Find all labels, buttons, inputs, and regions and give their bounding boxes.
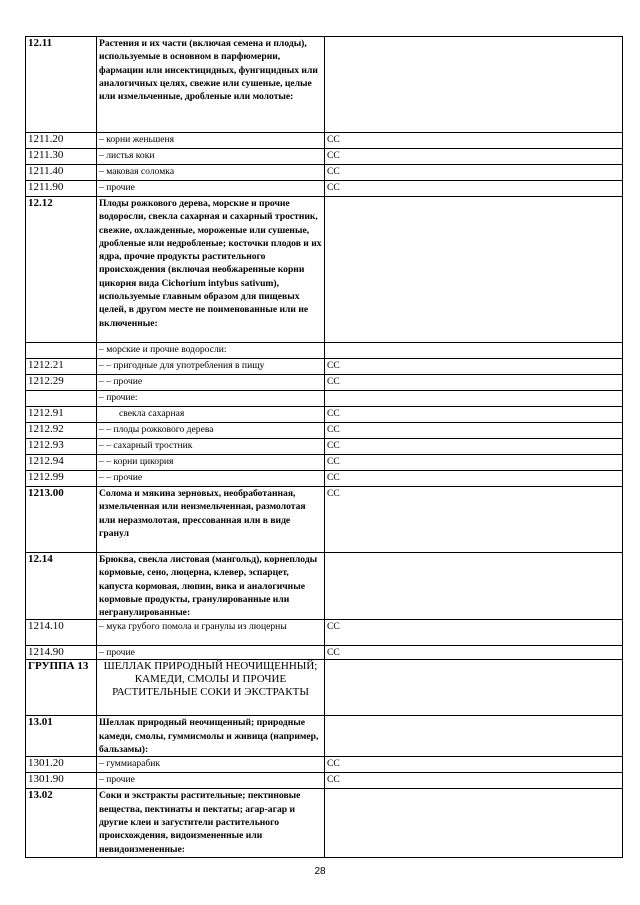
requirement-cell: СС (325, 423, 623, 439)
code-cell: 1213.00 (26, 487, 97, 553)
requirement-cell: СС (325, 620, 623, 646)
description-cell: Плоды рожкового дерева, морские и прочие водоросли, свекла сахарная и сахарный тростник, свежие, охлажденные, мороженые или сушеные, дробленые или недробленые; косточки плодов и их ядра, прочие продукты растительного происхождения (включая необжаренные корни цикория вида Cichorium intybus sativum), используемые главным образом для пищевых целей, в другом месте не поименованные или не включенные: (97, 197, 325, 343)
group-header-row (26, 660, 623, 716)
description-cell: свекла сахарная (97, 407, 325, 423)
description-cell: – – сахарный тростник (97, 439, 325, 455)
code-cell: 12.12 (26, 197, 97, 343)
requirement-cell: СС (325, 133, 623, 149)
code-cell: 1212.92 (26, 423, 97, 439)
code-cell: 1211.40 (26, 165, 97, 181)
table-row (26, 165, 623, 181)
code-cell: 1212.94 (26, 455, 97, 471)
requirement-cell (325, 789, 623, 858)
requirement-cell (325, 37, 623, 133)
requirement-cell: СС (325, 375, 623, 391)
description-cell: – – плоды рожкового дерева (97, 423, 325, 439)
table-row (26, 455, 623, 471)
description-cell: – – прочие (97, 471, 325, 487)
requirement-cell: СС (325, 773, 623, 789)
table-row (26, 359, 623, 375)
requirement-cell: СС (325, 455, 623, 471)
requirement-cell: СС (325, 149, 623, 165)
description-cell: Шеллак природный неочищенный; природные камеди, смолы, гуммисмолы и живица (например, бальзамы): (97, 716, 325, 757)
description-cell: ШЕЛЛАК ПРИРОДНЫЙ НЕОЧИЩЕННЫЙ; КАМЕДИ, СМОЛЫ И ПРОЧИЕ РАСТИТЕЛЬНЫЕ СОКИ И ЭКСТРАКТЫ (97, 660, 325, 716)
code-cell: 1214.10 (26, 620, 97, 646)
heading-row (26, 716, 623, 757)
requirement-cell: СС (325, 359, 623, 375)
code-cell: 1211.20 (26, 133, 97, 149)
table-row (26, 133, 623, 149)
description-cell: – гуммиарабик (97, 757, 325, 773)
requirement-cell (325, 553, 623, 620)
description-cell: – прочие (97, 181, 325, 197)
heading-row (26, 197, 623, 343)
description-cell: – – пригодные для употребления в пищу (97, 359, 325, 375)
code-cell: 13.02 (26, 789, 97, 858)
description-cell: – маковая соломка (97, 165, 325, 181)
requirement-cell (325, 197, 623, 343)
requirement-cell: СС (325, 165, 623, 181)
table-row (26, 343, 623, 359)
requirement-cell: СС (325, 407, 623, 423)
requirement-cell (325, 343, 623, 359)
description-cell: – прочие: (97, 391, 325, 407)
code-cell: 1212.91 (26, 407, 97, 423)
heading-row (26, 553, 623, 620)
description-cell: Брюква, свекла листовая (мангольд), корнеплоды кормовые, сено, люцерна, клевер, эспарцет, капуста кормовая, люпин, вика и аналогичные кормовые продукты, гранулированные или негранулированные: (97, 553, 325, 620)
code-cell: 1301.20 (26, 757, 97, 773)
table-row (26, 620, 623, 646)
description-cell: – прочие (97, 646, 325, 660)
table-row (26, 181, 623, 197)
table-row (26, 407, 623, 423)
description-cell: – – корни цикория (97, 455, 325, 471)
description-cell: – прочие (97, 773, 325, 789)
requirement-cell: СС (325, 487, 623, 553)
requirement-cell (325, 660, 623, 716)
table-row (26, 757, 623, 773)
code-cell: 1212.99 (26, 471, 97, 487)
description-cell: – – прочие (97, 375, 325, 391)
page-number: 28 (314, 866, 326, 877)
requirement-cell: СС (325, 646, 623, 660)
requirement-cell: СС (325, 439, 623, 455)
table-row (26, 646, 623, 660)
table-row (26, 773, 623, 789)
code-cell: 1211.30 (26, 149, 97, 165)
table-row (26, 439, 623, 455)
table-row (26, 391, 623, 407)
table-row (26, 471, 623, 487)
requirement-cell (325, 716, 623, 757)
description-cell: – листья коки (97, 149, 325, 165)
description-cell: Растения и их части (включая семена и плоды), используемые в основном в парфюмерии, фармации или инсектицидных, фунгицидных или аналогичных целях, свежие или сушеные, целые или измельченные, дробленые или молотые: (97, 37, 325, 133)
code-cell: 1212.21 (26, 359, 97, 375)
heading-row (26, 37, 623, 133)
code-cell: ГРУППА 13 (26, 660, 97, 716)
code-cell: 1301.90 (26, 773, 97, 789)
table-row (26, 149, 623, 165)
description-cell: Солома и мякина зерновых, необработанная, измельченная или неизмельченная, размолотая или неразмолотая, прессованная или в виде гранул (97, 487, 325, 553)
table-row (26, 375, 623, 391)
code-cell (26, 391, 97, 407)
requirement-cell: СС (325, 757, 623, 773)
description-cell: – мука грубого помола и гранулы из люцерны (97, 620, 325, 646)
description-cell: – морские и прочие водоросли: (97, 343, 325, 359)
code-cell: 13.01 (26, 716, 97, 757)
regulation-table (25, 36, 623, 858)
description-cell: – корни женьшеня (97, 133, 325, 149)
code-cell: 1214.90 (26, 646, 97, 660)
code-cell: 1212.93 (26, 439, 97, 455)
code-cell: 12.14 (26, 553, 97, 620)
requirement-cell (325, 391, 623, 407)
requirement-cell: СС (325, 471, 623, 487)
code-cell (26, 343, 97, 359)
heading-row (26, 789, 623, 858)
heading-row (26, 487, 623, 553)
code-cell: 12.11 (26, 37, 97, 133)
table-row (26, 423, 623, 439)
requirement-cell: СС (325, 181, 623, 197)
description-cell: Соки и экстракты растительные; пектиновые вещества, пектинаты и пектаты; агар-агар и другие клеи и загустители растительного происхождения, видоизмененные или невидоизмененные: (97, 789, 325, 858)
code-cell: 1211.90 (26, 181, 97, 197)
code-cell: 1212.29 (26, 375, 97, 391)
